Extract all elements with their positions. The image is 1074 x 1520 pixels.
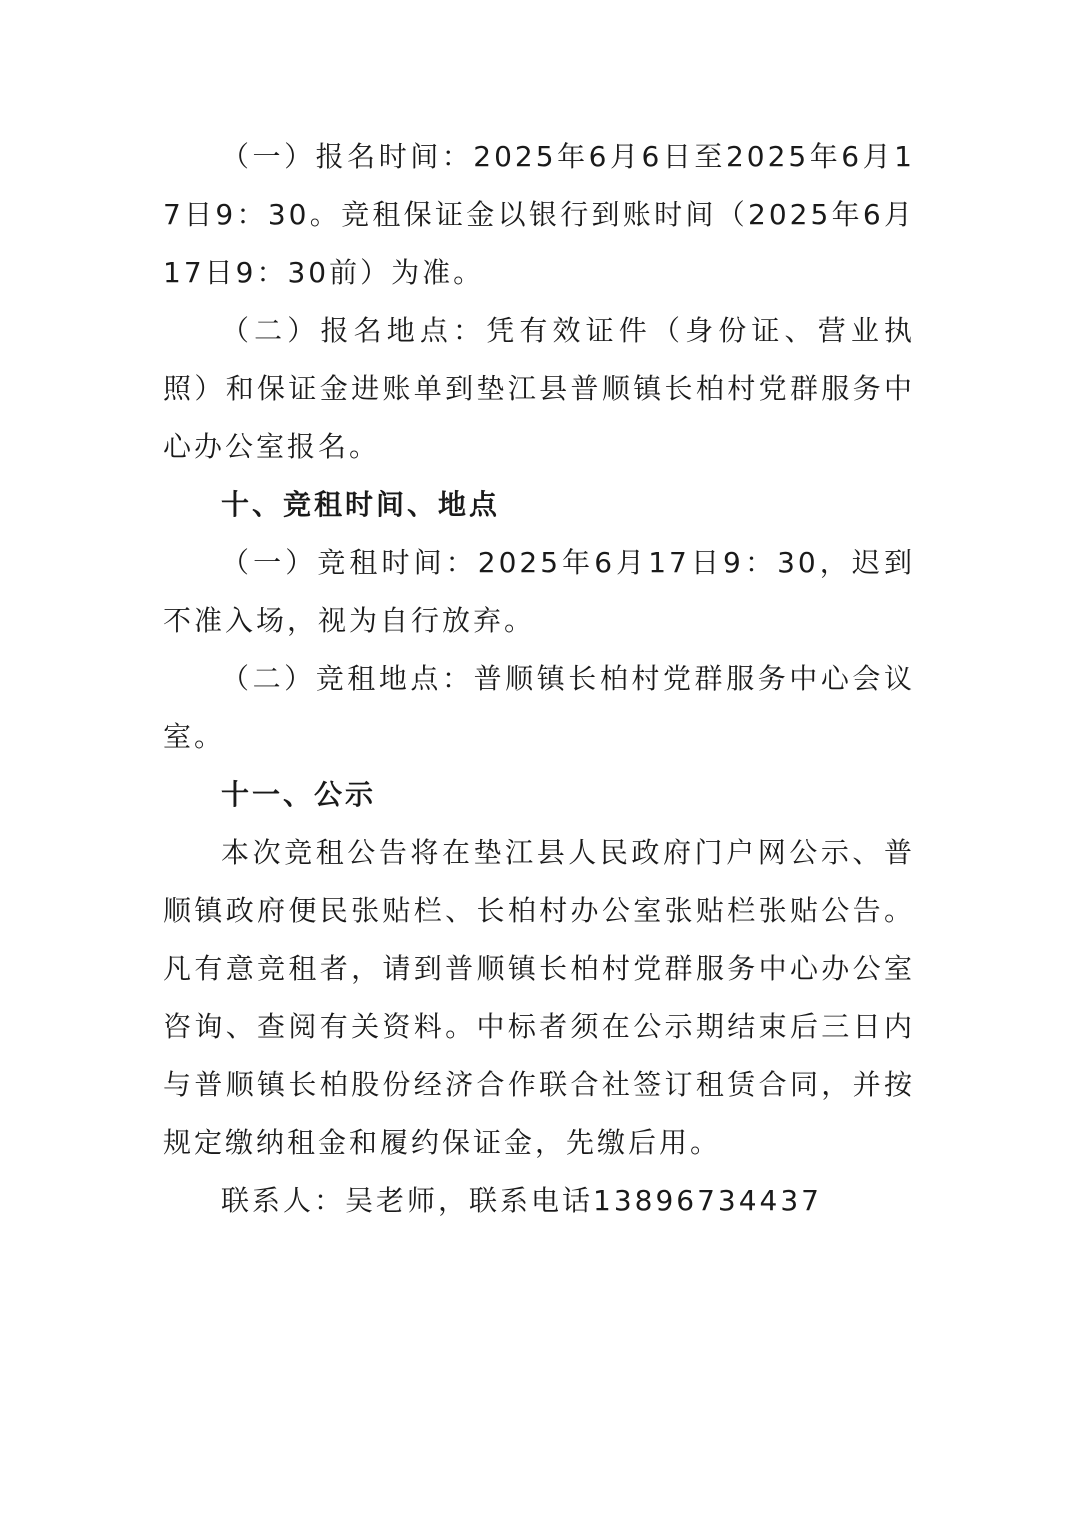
registration-location-paragraph: （二）报名地点：凭有效证件（身份证、营业执照）和保证金进账单到垫江县普顺镇长柏村党群服务中心办公室报名。	[163, 314, 915, 463]
section-heading-bidding-time-location: 十、竞租时间、地点	[221, 488, 501, 521]
bidding-time-paragraph: （一）竞租时间：2025年6月17日9：30，迟到不准入场，视为自行放弃。	[163, 546, 915, 637]
document-body	[163, 128, 915, 1230]
registration-time-paragraph: （一）报名时间：2025年6月6日至2025年6月17日9：30。竞租保证金以银行到账时间（2025年6月17日9：30前）为准。	[163, 140, 915, 289]
section-heading-publicity: 十一、公示	[221, 778, 377, 811]
contact-paragraph: 联系人：吴老师，联系电话13896734437	[221, 1184, 822, 1217]
bidding-location-paragraph: （二）竞租地点：普顺镇长柏村党群服务中心会议室。	[163, 662, 915, 753]
publicity-paragraph: 本次竞租公告将在垫江县人民政府门户网公示、普顺镇政府便民张贴栏、长柏村办公室张贴栏张贴公告。凡有意竞租者，请到普顺镇长柏村党群服务中心办公室咨询、查阅有关资料。中标者须在公示期结束后三日内与普顺镇长柏股份经济合作联合社签订租赁合同，并按规定缴纳租金和履约保证金，先缴后用。	[163, 836, 915, 1159]
